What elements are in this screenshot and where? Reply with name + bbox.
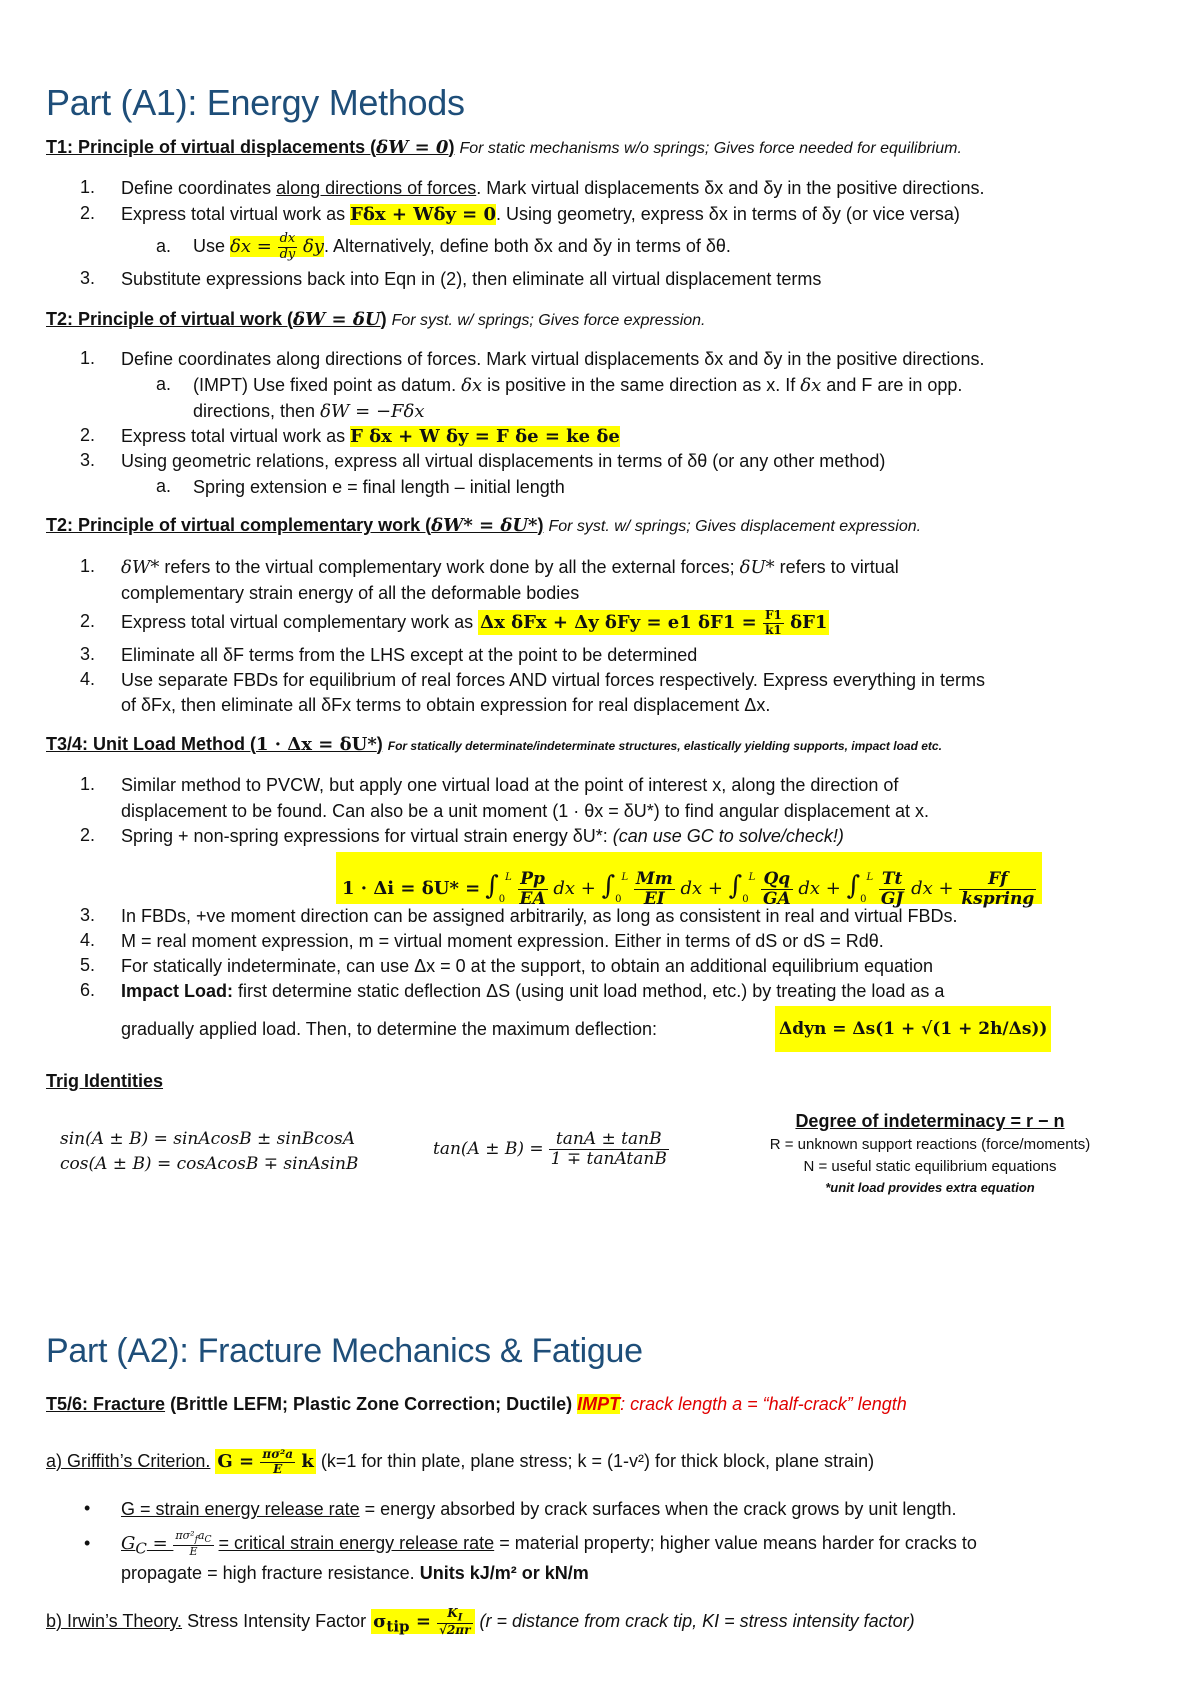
indeterminacy-line2: N = useful static equilibrium equations <box>803 1158 1057 1175</box>
indeterminacy-heading: Degree of indeterminacy = r − n <box>795 1111 1065 1131</box>
irwin-line: b) Irwin’s Theory. Stress Intensity Factor $\sigma_{tip}$ = $\frac{K_I}{√2\pi r}$ (r = distance from crack tip, KI = stress intensity factor) <box>46 1605 915 1638</box>
t2a-item-3a: Spring extension e = final length – initial length <box>193 477 565 497</box>
t1-heading: T1: Principle of virtual displacements (δW = 0) <box>46 137 455 158</box>
t2b-item-1: δW* refers to the virtual complementary work done by all the external forces; δU* refers to virtual <box>121 557 899 578</box>
t2b-heading: T2: Principle of virtual complementary work (δW* = δU*) <box>46 515 544 536</box>
griffith-bullet-2-line2: propagate = high fracture resistance. Units kJ/m² or kN/m <box>121 1563 589 1583</box>
t34-heading: T3/4: Unit Load Method (1 · Δx = δU*) <box>46 734 383 755</box>
t34-item-6-line2: gradually applied load. Then, to determine the maximum deflection: <box>121 1019 657 1039</box>
t34-item-2: Spring + non-spring expressions for virtual strain energy δU*: (can use GC to solve/check!) <box>121 826 844 846</box>
t1-item-2a: Use δx = $\frac{dx}{dy}$ δy. Alternatively, define both δx and δy in terms of δθ. <box>193 231 731 262</box>
t34-item-1-line2: displacement to be found. Can also be a unit moment (1 · θx = δU*) to find angular displacement at x. <box>121 801 929 821</box>
t2a-item-1a: (IMPT) Use fixed point as datum. δx is positive in the same direction as x. If δx and F are in opp. <box>193 375 963 396</box>
trig-heading: Trig Identities <box>46 1071 164 1091</box>
t1-note: For static mechanisms w/o springs; Gives force needed for equilibrium. <box>459 140 962 157</box>
t2a-item-1a-line2: directions, then δW = −Fδx <box>193 401 425 422</box>
indeterminacy-line3: *unit load provides extra equation <box>825 1180 1035 1195</box>
trig-sin: sin(A ± B) = sinAcosB ± sinBcosA <box>60 1129 356 1149</box>
part-a2-title: Part (A2): Fracture Mechanics & Fatigue <box>46 1332 643 1370</box>
trig-cos: cos(A ± B) = cosAcosB ∓ sinAsinB <box>60 1154 359 1174</box>
indeterminacy-line1: R = unknown support reactions (force/moments) <box>769 1136 1091 1153</box>
t34-item-3: In FBDs, +ve moment direction can be assigned arbitrarily, as long as consistent in real and virtual FBDs. <box>121 906 958 926</box>
griffith-bullet-2: $G_C$ = $\frac{\pi\sigma^2_fa_C}{E}$ = critical strain energy release rate = material property; higher value means harder for cracks to <box>121 1528 977 1559</box>
t34-item-4: M = real moment expression, m = virtual moment expression. Either in terms of dS or dS = Rdθ. <box>121 931 884 951</box>
t2a-heading: T2: Principle of virtual work (δW = δU) <box>46 309 387 330</box>
integral-term: $\int_0^L$ $\frac{Pp}{EA}$ dx + <box>485 868 602 909</box>
t1-item-1: Define coordinates along directions of forces. Mark virtual displacements δx and δy in the positive directions. <box>121 178 985 198</box>
t2b-item-4: Use separate FBDs for equilibrium of real forces AND virtual forces respectively. Express everything in terms <box>121 670 985 690</box>
t56-heading-line: T5/6: Fracture (Brittle LEFM; Plastic Zone Correction; Ductile) IMPT: crack length a = “half-crack” length <box>46 1394 907 1414</box>
integral-term: $\int_0^L$ $\frac{Tt}{GJ}$ dx + <box>846 868 960 909</box>
t2b-heading-line: T2: Principle of virtual complementary work (δW* = δU*) For syst. w/ springs; Gives displacement expression. <box>46 515 922 536</box>
t2b-item-4-line2: of δFx, then eliminate all δFx terms to obtain expression for real displacement Δx. <box>121 695 771 715</box>
griffith-bullet-1: G = strain energy release rate = energy absorbed by crack surfaces when the crack grows by unit length. <box>121 1499 957 1519</box>
t1-heading-line <box>46 136 962 160</box>
part-a1-title: Part (A1): Energy Methods <box>46 82 465 123</box>
t2a-item-1: Define coordinates along directions of forces. Mark virtual displacements δx and δy in the positive directions. <box>121 349 985 369</box>
t2a-item-3: Using geometric relations, express all virtual displacements in terms of δθ (or any other method) <box>121 451 886 471</box>
integral-term: $\int_0^L$ $\frac{Qq}{GA}$ dx + <box>728 868 847 909</box>
impact-equation: Δdyn = Δs(1 + √(1 + 2h/Δs)) <box>775 1006 1051 1052</box>
t34-item-6: Impact Load: first determine static deflection ΔS (using unit load method, etc.) by treating the load as a <box>121 981 945 1001</box>
unit-load-equation: $1 \cdot \Delta i = \delta U* = \int_0^L$ $\frac{Pp}{EA}$ dx + $\int_0^L$ $\frac{Mm}{EI}$ dx + $\int_0^L$ $\frac{Qq}{GA}$ dx + $\int_0^L$ $\frac{Tt}{GJ}$ dx + $\frac{Ff}{\text{kspring}}$ <box>336 852 1042 904</box>
t1-item-3: Substitute expressions back into Eqn in (2), then eliminate all virtual displacement terms <box>121 269 822 289</box>
trig-tan: tan(A ± B) = $\frac{\tan A \pm \tan B}{\text{1 ∓ tanAtanB}}$ <box>433 1129 667 1169</box>
integral-term: $\int_0^L$ $\frac{Mm}{EI}$ dx + <box>601 868 729 909</box>
t2b-item-3: Eliminate all δF terms from the LHS except at the point to be determined <box>121 645 698 665</box>
t34-item-1: Similar method to PVCW, but apply one virtual load at the point of interest x, along the direction of <box>121 775 899 795</box>
t2a-heading-line: T2: Principle of virtual work (δW = δU) For syst. w/ springs; Gives force expression. <box>46 309 706 330</box>
t34-item-5: For statically indeterminate, can use Δx = 0 at the support, to obtain an additional equilibrium equation <box>121 956 934 976</box>
t1-item-2: Express total virtual work as Fδx + Wδy = 0. Using geometry, express δx in terms of δy (or vice versa) <box>121 204 960 225</box>
t2b-item-2: Express total virtual complementary work as Δx δFx + Δy δFy = e1 δF1 = $\frac{F1}{k1}$ δF1 <box>121 608 828 637</box>
t2b-item-1-line2: complementary strain energy of all the deformable bodies <box>121 583 580 603</box>
document-page: Part (A1): Energy Methods T1: Principle of virtual displacements (δW = 0) For static mechanisms w/o springs; Gives force needed for equilibrium. 1. Define coordinates along directions of forces. Mark virtual displacements δx and δy in the positive directions. 2. Express total virtual work as Fδx + Wδy = 0. Using geometry, express δx in terms of δy (or vice versa) a. Use δx = $\frac{dx}{dy}$ δy. Alternatively, define both δx and δy in terms of δθ. 3. Substitute expressions back into Eqn in (2), then eliminate all virtual displacement terms T2: Principle of virtual work (δW = δU) For syst. w/ springs; Gives force expression. 1. Define coordinates along directions of forces. Mark virtual displacements δx and δy in the positive directions. a. (IMPT) Use fixed point as datum. δx is positive in the same direction as x. If δx and F are in opp. directions, then δW = −Fδx 2. Express total virtual work as F δx + W δy = F δe = ke δe 3. Using geometric relations, express all virtual displacements in terms of δθ (or any other method) a. Spring extension e = final length – initial length T2: Principle of virtual complementary work (δW* = δU*) For syst. w/ springs; Gives displacement expression. 1. δW* refers to the virtual complementary work done by all the external forces; δU* refers to virtual complementary strain energy of all the deformable bodies 2. Express total virtual complementary work as Δx δFx + Δy δFy = e1 δF1 = $\frac{F1}{k1}$ δF1 3. Eliminate all δF terms from the LHS except at the point to be determined 4. Use separate FBDs for equilibrium of real forces AND virtual forces respectively. Express everything in terms of δFx, then eliminate all δFx terms to obtain expression for real displacement Δx. T3/4: Unit Load Method (1 · Δx = δU*) For statically determinate/indeterminate structures, elastically yielding supports, impact load etc. 1. Similar method to PVCW, but apply one virtual load at the point of interest x, along the direction of displacement to be found. Can also be a unit moment (1 · θx = δU*) to find angular displacement at x. 2. Spring + non-spring expressions for virtual strain energy δU*: (can use GC to solve/check!) $1 \cdot \Delta i = \delta U* = \int_0^L$ $\frac{Pp}{EA}$ dx + $\int_0^L$ $\frac{Mm}{EI}$ dx + $\int_0^L$ $\frac{Qq}{GA}$ dx + $\int_0^L$ $\frac{Tt}{GJ}$ dx + $\frac{Ff}{\text{kspring}}$ 3. In FBDs, +ve moment direction can be assigned arbitrarily, as long as consistent in real and virtual FBDs. 4. M = real moment expression, m = virtual moment expression. Either in terms of dS or dS = Rdθ. 5. For statically indeterminate, can use Δx = 0 at the support, to obtain an additional equilibrium equation 6. Impact Load: first determine static deflection ΔS (using unit load method, etc.) by treating the load as a gradually applied load. Then, to determine the maximum deflection: Δdyn = Δs(1 + √(1 + 2h/Δs)) Trig Identities sin(A ± B) = sinAcosB ± sinBcosA cos(A ± B) = cosAcosB ∓ sinAsinB tan(A ± B) = $\frac{\tan A \pm \tan B}{\text{1 ∓ tanAtanB}}$ Degree of indeterminacy = r − n R = unknown support reactions (force/moments) N = useful static equilibrium equations *unit load provides extra equation Part (A2): Fracture Mechanics & Fatigue T5/6: Fracture (Brittle LEFM; Plastic Zone Correction; Ductile) IMPT: crack length a = “half-crack” length a) Griffith’s Criterion. G = $\frac{\text{πσ²a}}{E}$ k (k=1 for thin plate, plane stress; k = (1-v²) for thick block, plane strain) • G = strain energy release rate = energy absorbed by crack surfaces when the crack grows by unit length. • $G_C$ = $\frac{\pi\sigma^2_fa_C}{E}$ = critical strain energy release rate = material property; higher value means harder for cracks to propagate = high fracture resistance. Units kJ/m² or kN/m b) Irwin’s Theory. Stress Intensity Factor $\sigma_{tip}$ = $\frac{K_I}{√2\pi r}$ (r = distance from crack tip, KI = stress intensity factor) <box>0 0 1200 1696</box>
t34-heading-line: T3/4: Unit Load Method (1 · Δx = δU*) For statically determinate/indeterminate structures, elastically yielding supports, impact load etc. <box>46 734 942 755</box>
t2a-item-2: Express total virtual work as F δx + W δy = F δe = ke δe <box>121 426 620 447</box>
griffith-line: a) Griffith’s Criterion. G = $\frac{\text{πσ²a}}{E}$ k (k=1 for thin plate, plane stress; k = (1-v²) for thick block, plane strain) <box>46 1447 875 1476</box>
